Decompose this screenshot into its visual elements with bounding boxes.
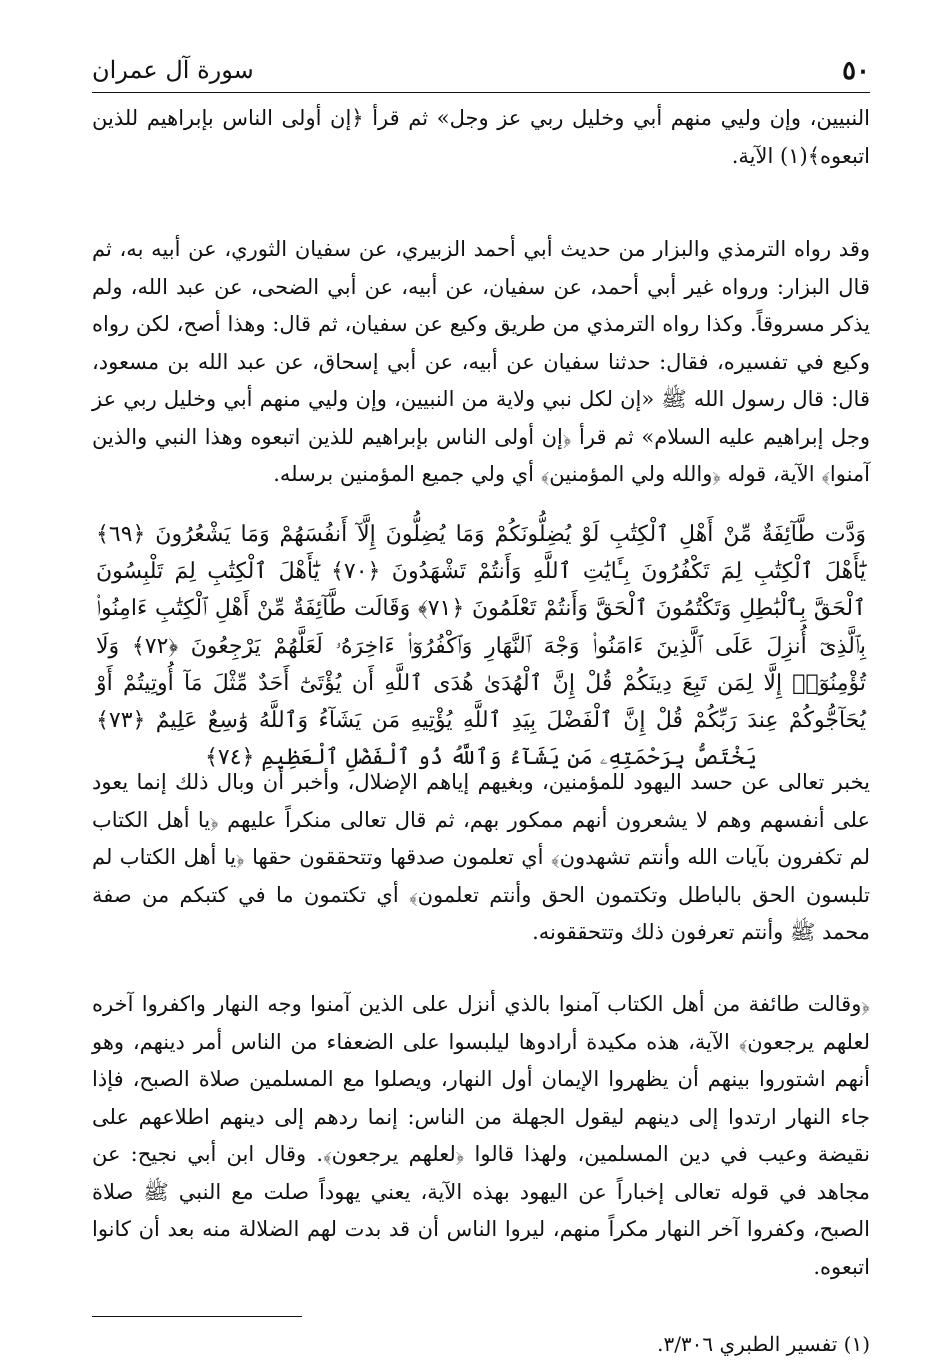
footnote-divider — [92, 1316, 302, 1317]
paragraph-tafsir-plot: ﴿وقالت طائفة من أهل الكتاب آمنوا بالذي أنزل على الذين آمنوا وجه النهار واكفروا آخره لعلهم يرجعون﴾ الآية، هذه مكيدة أرادوها ليلبسوا على الضعفاء من الناس أمر دينهم، وهو أنهم اشتوروا بينهم أن يظهروا الإيمان أول النهار، ويصلوا مع المسلمين صلاة الصبح، فإذا جاء النهار ارتدوا إلى دينهم ليقول الجهلة من الناس: إنما ردهم إلى دينهم اطلاعهم على نقيضة وعيب في دين المسلمين، ولهذا قالوا ﴿لعلهم يرجعون﴾. وقال ابن أبي نجيح: عن مجاهد في قوله تعالى إخباراً عن اليهود بهذه الآية، يعني يهوداً صلت مع النبي ﷺ صلاة الصبح، وكفروا آخر النهار مكراً منهم، ليروا الناس أن قد بدت لهم الضلالة منه بعد أن كانوا اتبعوه. — [92, 992, 870, 1279]
page-number: ٥٠ — [842, 56, 870, 86]
paragraph-tafsir-jealousy: يخبر تعالى عن حسد اليهود للمؤمنين، وبغيهم إياهم الإضلال، وأخبر أن وبال ذلك إنما يعود على أنفسهم وهم لا يشعرون أنهم ممكور بهم، ثم قال تعالى منكراً عليهم ﴿يا أهل الكتاب لم تكفرون بآيات الله وأنتم تشهدون﴾ أي تعلمون صدقها وتتحققون حقها ﴿يا أهل الكتاب لم تلبسون الحق بالباطل وتكتمون الحق وأنتم تعلمون﴾ أي تكتمون ما في كتبكم من صفة محمد ﷺ وأنتم تعرفون ذلك وتتحققونه. — [92, 770, 870, 944]
page-header — [92, 48, 870, 93]
footnote: (١) تفسير الطبري ٣/٣٠٦. — [657, 1332, 870, 1356]
paragraph-narration-chain: وقد رواه الترمذي والبزار من حديث أبي أحمد الزبيري، عن سفيان الثوري، عن أبيه به، ثم قال البزار: ورواه غير أبي أحمد، عن سفيان، عن أبيه، عن أبي الضحى، عن عبد الله، ولم يذكر مسروقاً. وكذا رواه الترمذي من طريق وكيع عن سفيان، ثم قال: وهذا أصح، لكن رواه وكيع في تفسيره، فقال: حدثنا سفيان عن أبيه، عن أبي إسحاق، عن عبد الله بن مسعود، قال: قال رسول الله ﷺ «إن لكل نبي ولاية من النبيين، وإن وليي منهم أبي وخليل ربي عز وجل إبراهيم عليه السلام» ثم قرأ ﴿إن أولى الناس بإبراهيم للذين اتبعوه وهذا النبي والذين آمنوا﴾ الآية، قوله ﴿والله ولي المؤمنين﴾ أي ولي جميع المؤمنين برسله. — [92, 237, 871, 486]
quran-verses-69-74: وَدَّت طَّآئِفَةٌ مِّنْ أَهْلِ ٱلْكِتَٰبِ لَوْ يُضِلُّونَكُمْ وَمَا يُضِلُّونَ إِلَّآ أَنفُسَهُمْ وَمَا يَشْعُرُونَ ﴿٦٩﴾ يَٰٓأَهْلَ ٱلْكِتَٰبِ لِمَ تَكْفُرُونَ بِـَٔايَٰتِ ٱللَّهِ وَأَنتُمْ تَشْهَدُونَ ﴿٧٠﴾ يَٰٓأَهْلَ ٱلْكِتَٰبِ لِمَ تَلْبِسُونَ ٱلْحَقَّ بِٱلْبَٰطِلِ وَتَكْتُمُونَ ٱلْحَقَّ وَأَنتُمْ تَعْلَمُونَ ﴿٧١﴾ وَقَالَت طَّآئِفَةٌ مِّنْ أَهْلِ ٱلْكِتَٰبِ ءَامِنُوا۟ بِٱلَّذِىٓ أُنزِلَ عَلَى ٱلَّذِينَ ءَامَنُوا۟ وَجْهَ ٱلنَّهَارِ وَٱكْفُرُوٓا۟ ءَاخِرَهُۥ لَعَلَّهُمْ يَرْجِعُونَ ﴿٧٢﴾ وَلَا تُؤْمِنُوٓا۟ إِلَّا لِمَن تَبِعَ دِينَكُمْ قُلْ إِنَّ ٱلْهُدَىٰ هُدَى ٱللَّهِ أَن يُؤْتَىٰٓ أَحَدٌ مِّثْلَ مَآ أُوتِيتُمْ أَوْ يُحَآجُّوكُمْ عِندَ رَبِّكُمْ قُلْ إِنَّ ٱلْفَضْلَ بِيَدِ ٱللَّهِ يُؤْتِيهِ مَن يَشَآءُ وَٱللَّهُ وَٰسِعٌ عَلِيمٌ ﴿٧٣﴾ يَخْتَصُّ بِرَحْمَتِهِۦ مَن يَشَآءُ وَٱللَّهُ ذُو ٱلْفَضْلِ ٱلْعَظِيمِ ﴿٧٤﴾ — [96, 522, 867, 771]
paragraph-hadith-end: النبيين، وإن وليي منهم أبي وخليل ربي عز وجل» ثم قرأ ﴿إن أولى الناس بإبراهيم للذين اتبعوه﴾(١) الآية. — [92, 106, 870, 168]
surah-title: سورة آل عمران — [92, 56, 254, 84]
book-page — [92, 48, 871, 1356]
